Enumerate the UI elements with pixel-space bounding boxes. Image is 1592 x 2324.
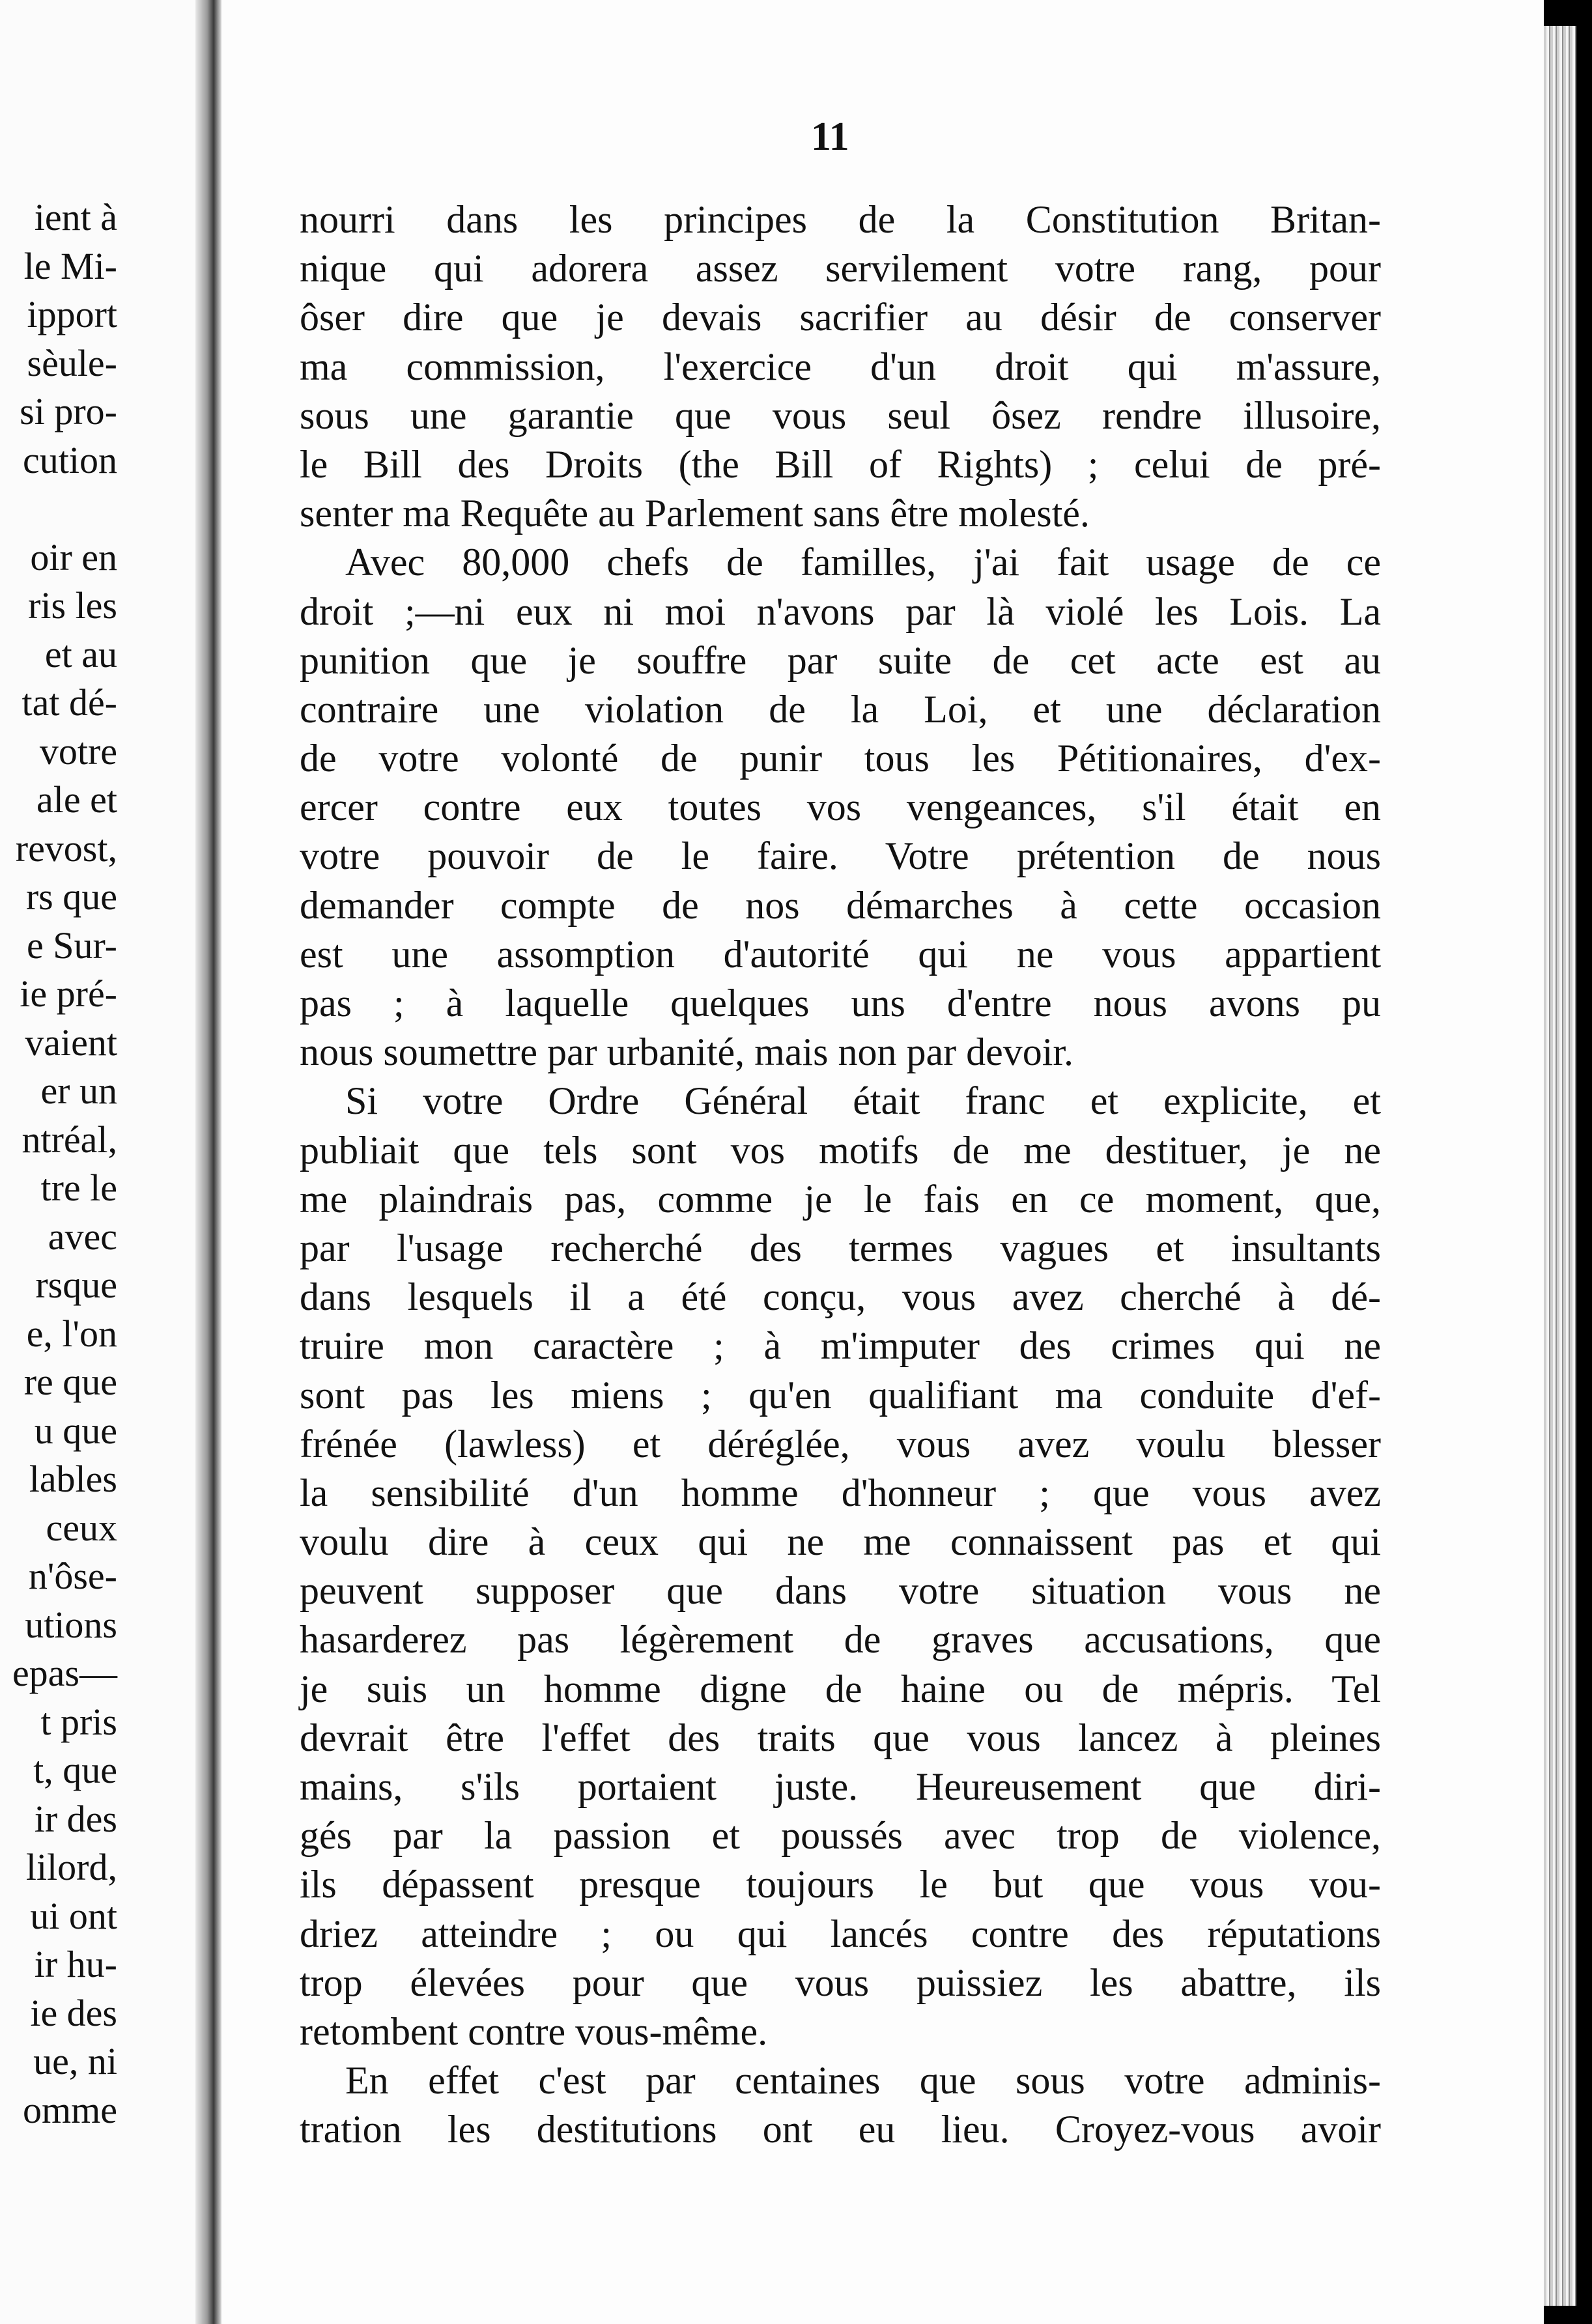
left-page-text-fragment: tat dé-	[21, 681, 117, 724]
text-line: je suis un homme digne de haine ou de mépris. Tel	[300, 1667, 1381, 1710]
text-line: retombent contre vous-même.	[300, 2009, 768, 2053]
left-page-text-fragment: tre le	[40, 1167, 117, 1209]
text-line: senter ma Requête au Parlement sans être molesté.	[300, 492, 1090, 535]
left-page-text-fragment: re que	[23, 1361, 117, 1403]
text-line: contraire une violation de la Loi, et une déclaration	[300, 687, 1381, 731]
text-line: hasarderez pas légèrement de graves accusations, que	[300, 1618, 1381, 1662]
left-page-text-fragment: rsque	[35, 1264, 117, 1306]
text-line: me plaindrais pas, comme je le fais en ce moment, que,	[300, 1177, 1381, 1221]
text-line: ma commission, l'exercice d'un droit qui m'assure,	[300, 345, 1381, 388]
text-line: nourri dans les principes de la Constitution Britan-	[300, 198, 1381, 241]
left-page-fragment	[0, 0, 195, 2324]
page-number: 11	[811, 115, 849, 159]
left-page-text-fragment: le Mi-	[23, 244, 117, 287]
text-line: truire mon caractère ; à m'imputer des crimes qui ne	[300, 1324, 1381, 1368]
text-line: publiait que tels sont vos motifs de me destituer, je ne	[300, 1128, 1381, 1172]
text-line: droit ;—ni eux ni moi n'avons par là violé les Lois. La	[300, 589, 1381, 633]
text-line: driez atteindre ; ou qui lancés contre des réputations	[300, 1912, 1381, 1955]
text-line: frénée (lawless) et déréglée, vous avez voulu blesser	[300, 1422, 1381, 1466]
text-line: ercer contre eux toutes vos vengeances, s'il était en	[300, 786, 1381, 829]
text-line: nous soumettre par urbanité, mais non par devoir.	[300, 1030, 1074, 1074]
left-page-text-fragment: revost,	[15, 827, 117, 870]
left-page-text-fragment: lilord,	[25, 1846, 117, 1888]
left-page-text-fragment: omme	[23, 2088, 117, 2131]
left-page-text-fragment: avec	[48, 1215, 117, 1258]
left-page-text-fragment: epas—	[12, 1652, 117, 1694]
left-page-text-fragment: ntréal,	[21, 1118, 117, 1161]
left-page-text-fragment: ris les	[28, 584, 117, 627]
left-page-text-fragment: sèule-	[27, 341, 117, 384]
text-line: sous une garantie que vous seul ôsez rendre illusoire,	[300, 393, 1381, 437]
text-line: Si votre Ordre Général était franc et explicite, et	[345, 1079, 1381, 1123]
text-line: tration les destitutions ont eu lieu. Croyez-vous avoir	[300, 2108, 1381, 2151]
left-page-text-fragment: utions	[25, 1603, 117, 1646]
text-line: peuvent supposer que dans votre situation vous ne	[300, 1569, 1381, 1613]
left-page-text-fragment: ir hu-	[34, 1943, 117, 1985]
text-line: la sensibilité d'un homme d'honneur ; que vous avez	[300, 1471, 1381, 1514]
book-gutter	[195, 0, 221, 2324]
left-page-text-fragment: et au	[44, 632, 117, 675]
left-page-text-fragment: rs que	[25, 875, 117, 918]
text-line: gés par la passion et poussés avec trop de violence,	[300, 1814, 1381, 1858]
left-page-text-fragment: cution	[23, 438, 117, 481]
text-line: votre pouvoir de le faire. Votre prétention de nous	[300, 834, 1381, 878]
text-line: devrait être l'effet des traits que vous lancez à pleines	[300, 1716, 1381, 1759]
text-line: pas ; à laquelle quelques uns d'entre nous avons pu	[300, 982, 1381, 1025]
left-page-text-fragment: er un	[40, 1070, 117, 1112]
text-line: trop élevées pour que vous puissiez les abattre, ils	[300, 1961, 1381, 2004]
text-line: par l'usage recherché des termes vagues et insultants	[300, 1226, 1381, 1269]
body-text	[300, 195, 1381, 2155]
left-page-text-fragment: e, l'on	[26, 1312, 117, 1355]
text-line: est une assomption d'autorité qui ne vous appartient	[300, 932, 1381, 976]
left-page-text-fragment: u que	[34, 1409, 117, 1452]
text-line: sont pas les miens ; qu'en qualifiant ma conduite d'ef-	[300, 1373, 1381, 1417]
left-page-text-fragment: ir des	[34, 1797, 117, 1840]
left-page-text-fragment: oir en	[30, 535, 117, 578]
text-line: ôser dire que je devais sacrifier au désir de conserver	[300, 296, 1381, 339]
text-line: demander compte de nos démarches à cette occasion	[300, 883, 1381, 927]
left-page-text-fragment: ient à	[34, 196, 117, 238]
text-line: le Bill des Droits (the Bill of Rights) ; celui de pré-	[300, 442, 1381, 486]
left-page-text-fragment: n'ôse-	[28, 1555, 117, 1597]
left-page-text-fragment: t, que	[33, 1749, 117, 1791]
left-page-text-fragment: ceux	[46, 1506, 117, 1549]
text-line: mains, s'ils portaient juste. Heureusement que diri-	[300, 1765, 1381, 1808]
text-line: ils dépassent presque toujours le but que vous vou-	[300, 1863, 1381, 1906]
left-page-text-fragment: si pro-	[20, 390, 117, 432]
text-line: Avec 80,000 chefs de familles, j'ai fait usage de ce	[345, 541, 1381, 584]
left-page-text-fragment: t pris	[40, 1700, 117, 1743]
text-line: En effet c'est par centaines que sous votre adminis-	[345, 2059, 1381, 2103]
left-page-text-fragment: ale et	[36, 778, 117, 821]
left-page-text-fragment: ipport	[27, 293, 117, 335]
text-line: de votre volonté de punir tous les Pétitionaires, d'ex-	[300, 737, 1381, 780]
left-page-text-fragment: lables	[29, 1458, 117, 1500]
left-page-text-fragment: ue, ni	[33, 2040, 117, 2082]
page-edge	[1544, 26, 1576, 2306]
left-page-text-fragment: votre	[39, 730, 117, 772]
text-line: nique qui adorera assez servilement votre rang, pour	[300, 247, 1381, 290]
left-page-text-fragment: vaient	[25, 1021, 117, 1064]
text-line: punition que je souffre par suite de cet acte est au	[300, 638, 1381, 682]
text-line: dans lesquels il a été conçu, vous avez cherché à dé-	[300, 1275, 1381, 1319]
text-line: voulu dire à ceux qui ne me connaissent pas et qui	[300, 1520, 1381, 1564]
left-page-text-fragment: ui ont	[30, 1894, 117, 1937]
left-page-text-fragment: ie pré-	[20, 972, 117, 1015]
left-page-text-fragment: ie des	[30, 1991, 117, 2034]
left-page-text-fragment: e Sur-	[27, 924, 117, 967]
